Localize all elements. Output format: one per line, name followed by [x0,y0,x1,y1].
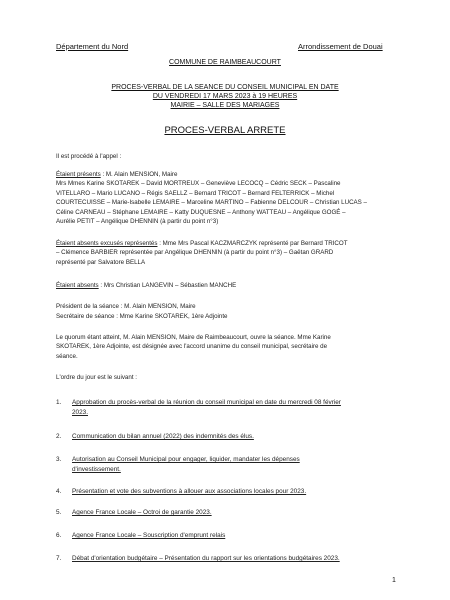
agenda-item [56,531,396,541]
agenda-item [56,455,396,474]
agenda-text: Approbation du procès-verbal de la réunion du conseil municipal en date du mercredi 08 février [72,399,341,406]
presents-line: VITELLARO – Mario LUCANO – Régis SAELLZ – Bernard TRICOT – Bernard FELTERRICK – Michel [56,189,335,197]
commune-heading: COMMUNE DE RAIMBEAUCOURT [169,59,281,66]
agenda-text: 2023. [72,408,88,416]
presents-line: Aurélie PETIT – Angélique DHENNIN (à partir du point n°3) [56,218,219,226]
represented-section [56,239,396,267]
proces-title-line-3: MAIRIE – SALLE DES MARIAGES [170,102,280,109]
agenda-intro: L'ordre du jour est le suivant : [56,374,137,381]
presents-line: Céline CARNEAU – Stéphane LEMAIRE – Katty DUQUESNE – Anthony WATTEAU – Angélique GOGÉ – [56,208,346,216]
agenda-item [56,487,396,497]
president-line: Président de la séance : M. Alain MENSION, Maire [56,303,196,310]
represented-line: : Mme Mrs Pascal KACZMARCZYK représenté par Bernard TRICOT [157,240,348,247]
agenda-item [56,508,396,518]
represented-line: – Clémence BARBIER représentée par Angélique DHENNIN (à partir du point n°3) – Gaëtan GRARD [56,249,334,257]
presents-section [56,170,396,226]
quorum-line: Le quorum étant atteint, M. Alain MENSION, Maire de Raimbeaucourt, ouvre la séance. Mme Karine [56,334,331,341]
agenda-number: 4. [56,488,62,495]
agenda-number: 7. [56,555,62,562]
arrondissement-header: Arrondissement de Douai [298,42,383,51]
agenda-text: Agence France Locale – Souscription d'emprunt relais [72,532,226,539]
represented-label: Étaient absents excusés représentés [56,240,158,247]
presents-maire: : M. Alain MENSION, Maire [100,171,178,178]
agenda-text: Présentation et vote des subventions à allouer aux associations locales pour 2023. [72,488,307,495]
roll-call-intro: Il est procédé à l'appel : [56,153,122,160]
agenda-number: 1. [56,399,62,406]
agenda-item [56,554,396,564]
agenda-text: Débat d'orientation budgétaire – Présentation du rapport sur les orientations budgétaires 2023. [72,555,340,562]
quorum-line: SKOTAREK, 1ère Adjointe, est désignée avec l'accord unanime du conseil municipal, secrétaire de [56,343,328,351]
presents-line: COURTECUISSE – Marie-Isabelle LEMAIRE – Marceline MARTINO – Fabienne DELCOUR – Christian LUCAS – [56,199,367,207]
presents-line: Mrs Mmes Karine SKOTAREK – David MORTREUX – Geneviève LECOCQ – Cédric SECK – Pascaline [56,180,341,188]
agenda-item [56,398,396,417]
department-header: Département du Nord [56,42,129,51]
agenda-number: 5. [56,509,62,516]
absents-text: : Mrs Christian LANGEVIN – Sébastien MANCHE [98,282,237,289]
absents-label: Étaient absents [56,282,99,289]
proces-title-line-2: DU VENDREDI 17 MARS 2023 à 19 HEURES [152,93,298,100]
quorum-line: séance. [56,352,78,360]
agenda-number: 2. [56,433,62,440]
presents-label: Étaient présents [56,171,101,178]
agenda-text: Autorisation au Conseil Municipal pour engager, liquider, mandater les dépenses [72,456,300,463]
secretaire-line: Secrétaire de séance : Mme Karine SKOTAREK, 1ère Adjointe [56,313,228,320]
agenda-text: Communication du bilan annuel (2022) des indemnités des élus. [72,433,254,440]
document-title: PROCES-VERBAL ARRETE [164,125,286,136]
agenda-text: d'investissement. [72,465,121,473]
proces-title-line-1: PROCES-VERBAL DE LA SEANCE DU CONSEIL MUNICIPAL EN DATE [111,84,339,91]
agenda-text: Agence France Locale – Octroi de garantie 2023. [72,509,212,516]
agenda-item [56,432,396,442]
represented-line: représenté par Salvatore BELLA [56,258,146,266]
page-number: 1 [392,577,396,584]
agenda-number: 6. [56,532,62,539]
absents-section [56,281,396,290]
quorum-paragraph [56,333,396,361]
agenda-number: 3. [56,456,62,463]
